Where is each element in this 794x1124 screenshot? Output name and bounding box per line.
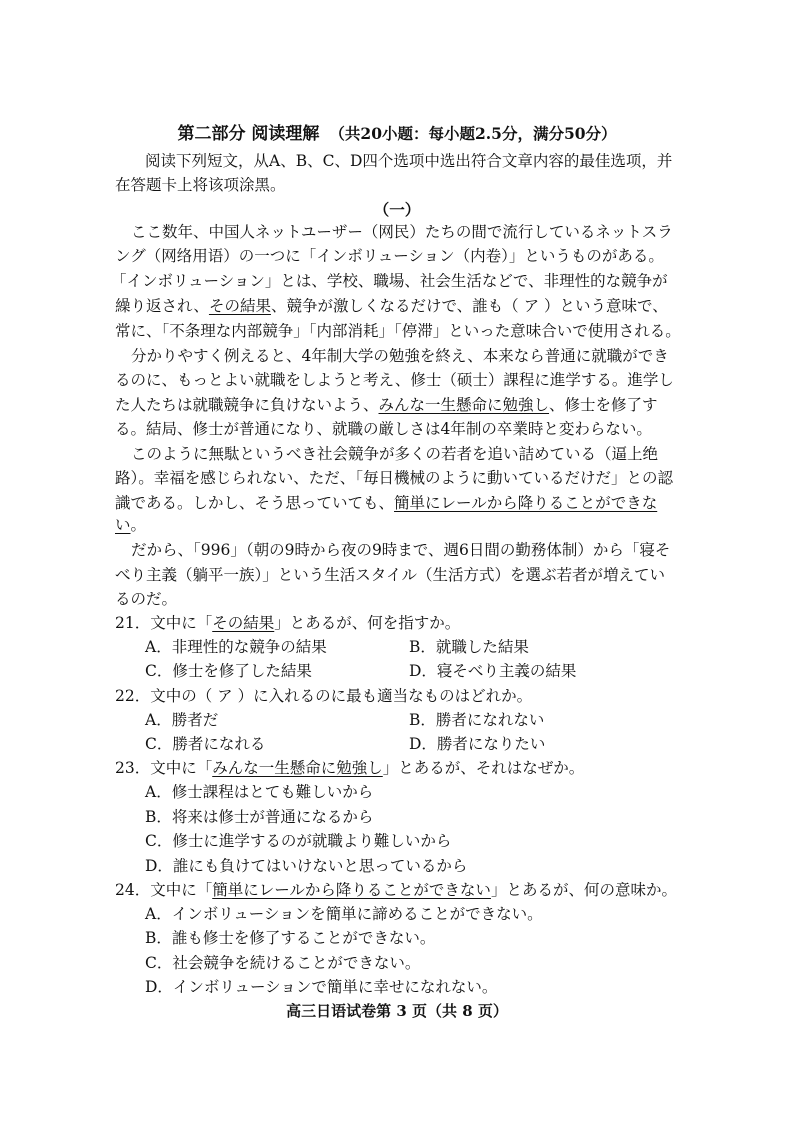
passage-number: （一） <box>373 200 421 219</box>
passage-text: 繰り返され、 <box>115 297 209 315</box>
question-22-stem: 22．文中の（ ア ）に入れるのに最も適当なものはどれか。 <box>115 687 533 705</box>
question-underlined: その結果 <box>212 614 275 632</box>
instructions-line-2: 在答题卡上将该项涂黑。 <box>115 176 286 194</box>
passage-line <box>115 514 146 536</box>
question-text: 」とあるが、それはなぜか。 <box>382 759 585 777</box>
option-22-b: B．勝者になれない <box>409 711 545 729</box>
underlined-phrase-24: 簡単にレールから降りることができな <box>394 494 658 512</box>
passage-line: るのに、もっとよい就職をしようと考え、修士（硕士）課程に進学する。進学し <box>115 371 674 389</box>
option-21-d: D．寝そべり主義の結果 <box>409 662 577 680</box>
option-23-d: D．誰にも負けてはいけないと思っているから <box>145 857 468 875</box>
underlined-phrase-21: その結果 <box>208 297 271 315</box>
option-23-a: A．修士課程はとても難しいから <box>145 783 374 801</box>
passage-text: た人たちは就職競争に負けないよう、 <box>115 396 379 414</box>
question-24-stem <box>115 879 677 901</box>
passage-line: ング（网络用语）の一つに「インボリューション（内卷）」というものがある。 <box>115 247 664 265</box>
question-text: 21．文中に「 <box>115 614 213 632</box>
passage-line: 分かりやすく例えると、4年制大学の勉強を終え、本来なら普通に就職ができ <box>131 347 669 365</box>
section-score: （共20小题：每小题2.5分，满分50分） <box>329 124 617 143</box>
option-24-d: D．インボリューションで簡単に幸せになれない。 <box>145 978 498 996</box>
question-text: 24．文中に「 <box>115 881 213 899</box>
question-underlined: 簡単にレールから降りることができない <box>212 881 491 899</box>
question-text: 23．文中に「 <box>115 759 213 777</box>
passage-line: 「インボリューション」とは、学校、職場、社会生活などで、非理性的な競争が <box>111 272 668 290</box>
option-23-b: B．将来は修士が普通になるから <box>145 808 374 826</box>
option-24-a: A．インボリューションを簡単に諦めることができない。 <box>145 905 543 923</box>
option-21-b: B．就職した結果 <box>409 638 529 656</box>
passage-text: 識である。しかし、そう思っていても、 <box>115 494 395 512</box>
question-21-stem <box>115 612 460 634</box>
option-23-c: C．修士に進学するのが就職より難しいから <box>145 832 452 850</box>
instructions-line-1: 阅读下列短文，从A、B、C、D四个选项中选出符合文章内容的最佳选项，并 <box>145 152 673 170</box>
option-24-c: C．社会競争を続けることができない。 <box>145 954 421 972</box>
passage-text: 、競争が激しくなるだけで、誰も（ ア ）という意味で、 <box>270 297 668 315</box>
passage-line: るのだ。 <box>115 590 178 608</box>
underlined-phrase-23: みんな一生懸命に勉強し <box>378 396 550 414</box>
passage-line: ここ数年、中国人ネットユーザー（网民）たちの間で流行しているネットスラ <box>131 223 673 241</box>
passage-text: 。 <box>130 516 147 534</box>
passage-text: 、修士を修了す <box>549 396 658 414</box>
passage-line: だから、「996」（朝の9時から夜の9時まで、週6日間の勤務体制）から「寝そ <box>131 541 671 559</box>
section-title <box>0 119 794 144</box>
passage-line <box>115 394 658 416</box>
passage-line <box>115 295 668 317</box>
passage-line: 常に、「不条理な内部競争」「内部消耗」「停滞」といった意味合いで使用される。 <box>115 322 681 340</box>
passage-line: このように無駄というべき社会競争が多くの若者を追い詰めている（逼上绝 <box>131 445 659 463</box>
question-underlined: みんな一生懸命に勉強し <box>212 759 383 777</box>
passage-line: べり主義（躺平一族）」という生活スタイル（生活方式）を選ぶ若者が増えてい <box>115 566 665 584</box>
question-text: 」とあるが、何を指すか。 <box>274 614 461 632</box>
passage-line <box>115 492 657 514</box>
question-text: 」とあるが、何の意味か。 <box>490 881 677 899</box>
option-22-a: A．勝者だ <box>145 711 219 729</box>
option-21-c: C．修士を修了した結果 <box>145 662 312 680</box>
option-22-d: D．勝者になりたい <box>409 735 546 753</box>
option-22-c: C．勝者になれる <box>145 735 266 753</box>
passage-line: 路）。幸福を感じられない、ただ、「毎日機械のように動いているだけだ」との認 <box>115 469 674 487</box>
passage-line: る。結局、修士が普通になり、就職の厳しさは4年制の卒業時と変わらない。 <box>115 420 652 438</box>
option-21-a: A．非理性的な競争の結果 <box>145 638 327 656</box>
question-23-stem <box>115 757 584 779</box>
page-footer: 高三日语试卷第 3 页（共 8 页） <box>286 1002 508 1020</box>
section-title-text: 第二部分 阅读理解 <box>177 124 320 144</box>
option-24-b: B．誰も修士を修了することができない。 <box>145 929 436 947</box>
underlined-phrase-24-end: い <box>115 516 131 534</box>
